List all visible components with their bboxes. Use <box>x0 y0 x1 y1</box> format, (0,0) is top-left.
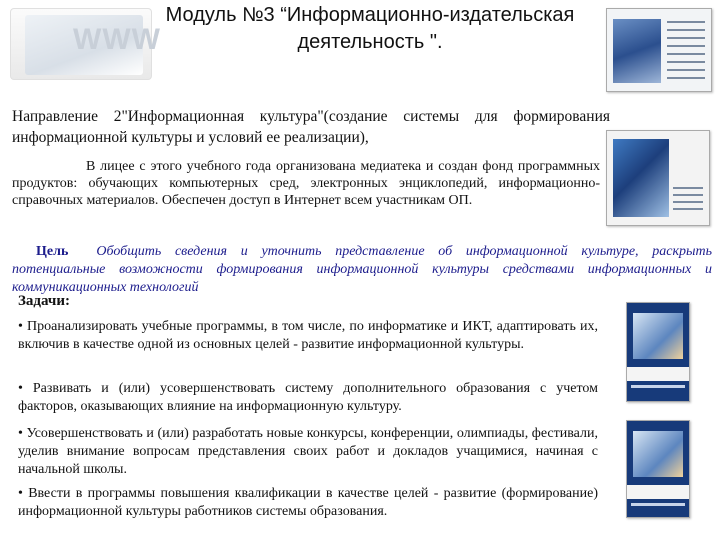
www-logo-text: WWW <box>73 23 161 56</box>
book-cover-art <box>613 19 661 83</box>
book-cover-image <box>606 130 710 226</box>
task-item: • Ввести в программы повышения квалификации в качестве целей - развитие (формирование) информационной культуры работников системы образования. <box>18 486 598 519</box>
book-cover-art <box>613 139 669 217</box>
goal-text: Обобщить сведения и уточнить представление об информационной культуре, раскрыть потенциальные возможности формирования информационной культуры средствами информационных и коммуникационных технологий <box>12 244 712 295</box>
book-cover-art <box>633 431 683 477</box>
monitor-screen <box>10 8 161 80</box>
goal-label: Цель <box>36 244 69 259</box>
page-title: Модуль №3 “Информационно-издательская деятельность ". <box>165 4 575 53</box>
task-item: • Усовершенствовать и (или) разработать новые конкурсы, конференции, олимпиады, фестивали, уделив внимание вопросам представления своих работ и докладов учащимися, начиная с начальной школы. <box>18 426 598 477</box>
book-cover-band <box>627 367 689 381</box>
book-cover-lines <box>673 187 703 215</box>
task-item: • Развивать и (или) усовершенствовать систему дополнительного образования с учетом факторов, оказывающих влияние на информационную культуру. <box>18 381 598 414</box>
goal-block <box>12 243 712 297</box>
book-cover-art <box>633 313 683 359</box>
book-cover-lines <box>667 21 705 85</box>
book-cover-image <box>626 302 690 402</box>
book-cover-band <box>631 385 685 388</box>
www-monitor-icon <box>10 8 170 90</box>
tasks-label: Задачи: <box>18 293 71 309</box>
lyceum-paragraph: В лицее с этого учебного года организована медиатека и создан фонд программных продуктов: обучающих компьютерных сред, электронных энциклопедий, информационно-справочных материалов. Обеспечен доступ в Интернет всем участникам ОП. <box>12 159 600 208</box>
book-cover-image <box>606 8 712 92</box>
book-cover-image <box>626 420 690 518</box>
direction-paragraph: Направление 2"Информационная культура"(создание системы для формирования информационной культуры и условий ее реализации), <box>12 108 610 146</box>
book-cover-band <box>627 485 689 499</box>
book-cover-band <box>631 503 685 506</box>
task-item: • Проанализировать учебные программы, в том числе, по информатике и ИКТ, адаптировать их, включив в качестве одной из основных целей - развитие информационной культуры. <box>18 319 598 352</box>
